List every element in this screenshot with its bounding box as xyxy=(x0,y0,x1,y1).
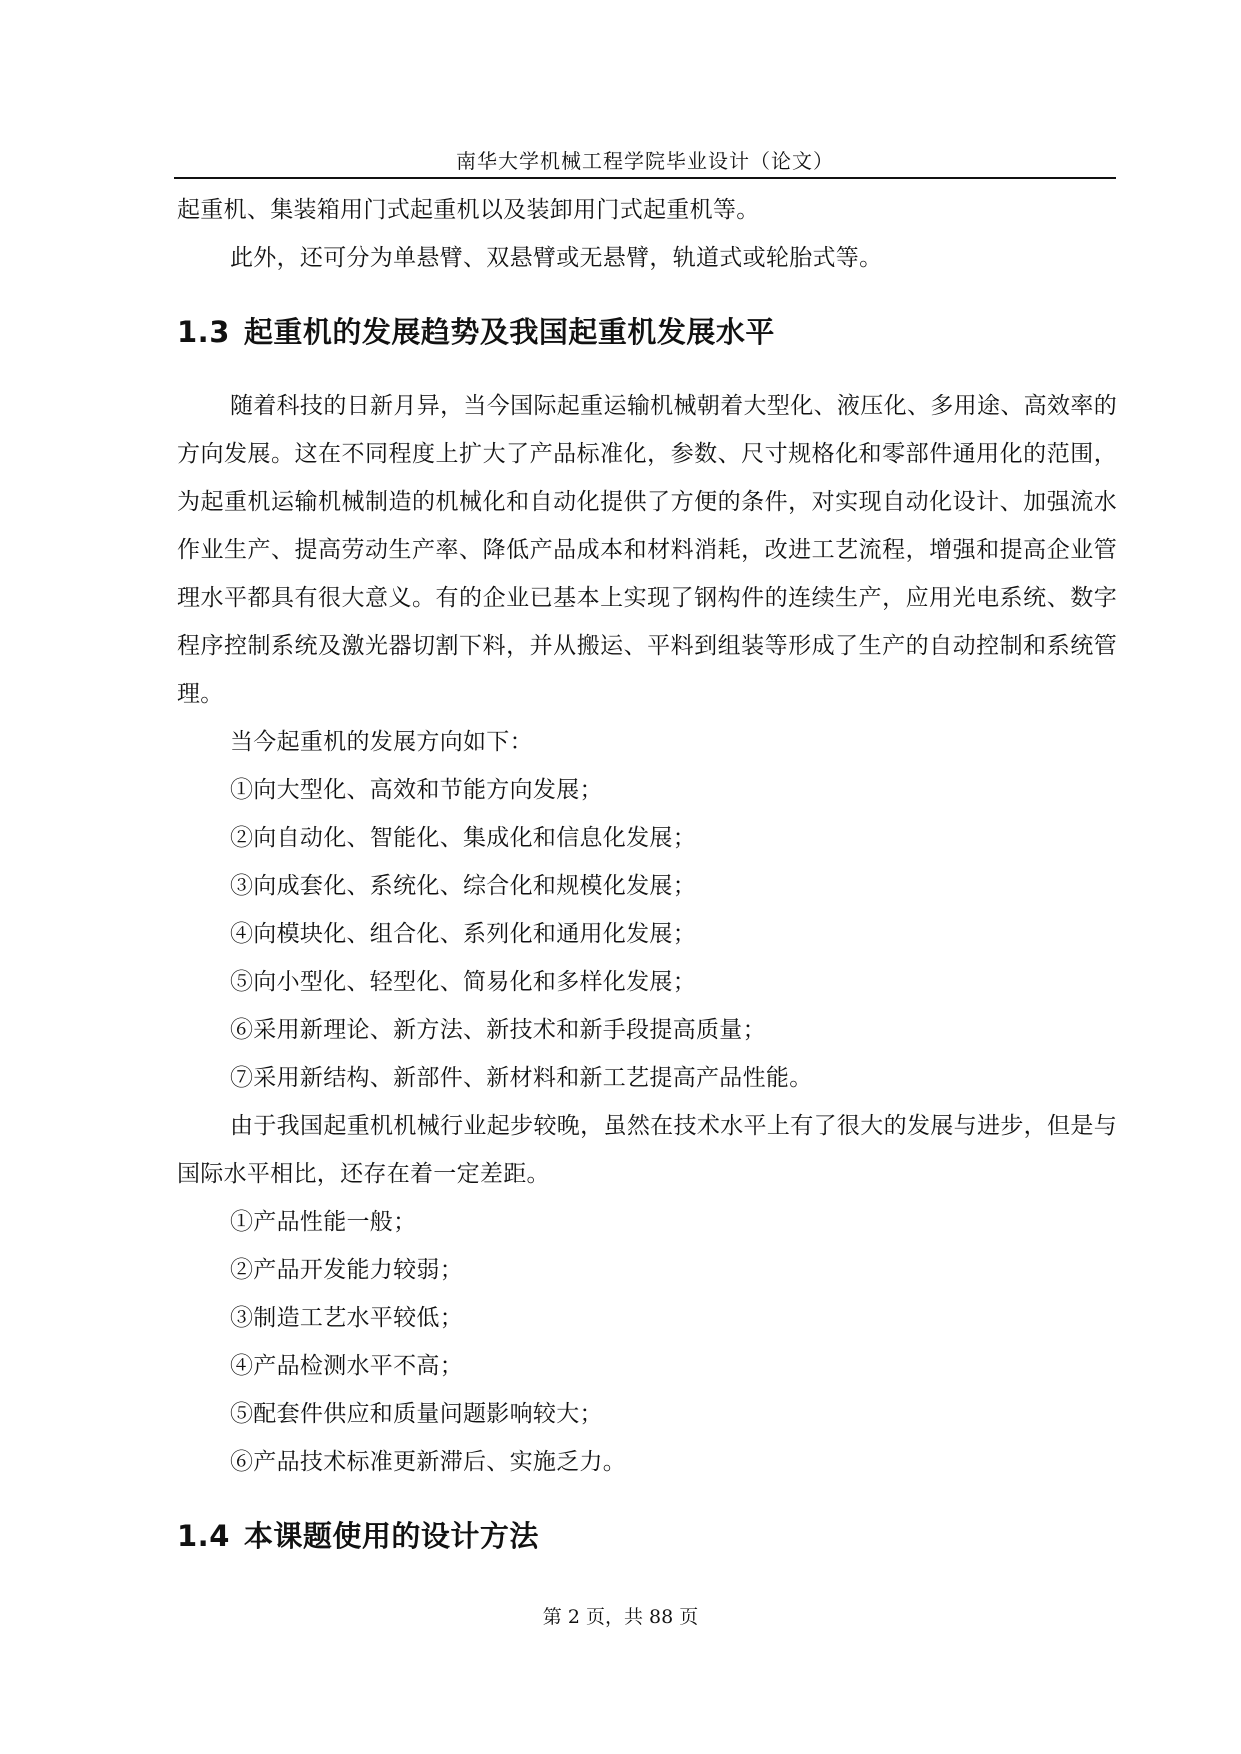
trend-list xyxy=(177,766,1117,1102)
list-item: ⑤向小型化、轻型化、简易化和多样化发展； xyxy=(230,969,696,995)
section-heading-1-3 xyxy=(177,312,1117,352)
list-item: ④向模块化、组合化、系列化和通用化发展； xyxy=(230,921,696,947)
section-title: 起重机的发展趋势及我国起重机发展水平 xyxy=(243,315,775,349)
list-item: ③向成套化、系统化、综合化和规模化发展； xyxy=(230,873,696,899)
paragraph-development: 随着科技的日新月异，当今国际起重运输机械朝着大型化、液压化、多用途、高效率的方向发展。这在不同程度上扩大了产品标准化，参数、尺寸规格化和零部件通用化的范围，为起重机运输机械制造的机械化和自动化提供了方便的条件，对实现自动化设计、加强流水作业生产、提高劳动生产率、降低产品成本和材料消耗，改进工艺流程，增强和提高企业管理水平都具有很大意义。有的企业已基本上实现了钢构件的连续生产，应用光电系统、数字程序控制系统及激光器切割下料，并从搬运、平料到组装等形成了生产的自动控制和系统管理。 xyxy=(177,393,1117,707)
list-item: ⑥采用新理论、新方法、新技术和新手段提高质量； xyxy=(230,1017,766,1043)
section-number: 1.4 xyxy=(177,1519,230,1553)
header-divider xyxy=(174,177,1116,179)
list-item: ⑥产品技术标准更新滞后、实施乏力。 xyxy=(230,1449,627,1475)
list-item: ⑤配套件供应和质量问题影响较大； xyxy=(230,1401,603,1427)
gap-list xyxy=(177,1198,1117,1486)
list-item: ②产品开发能力较弱； xyxy=(230,1257,463,1283)
list-item: ⑦采用新结构、新部件、新材料和新工艺提高产品性能。 xyxy=(230,1065,813,1091)
list-item: ①产品性能一般； xyxy=(230,1209,417,1235)
list-item: ②向自动化、智能化、集成化和信息化发展； xyxy=(230,825,696,851)
page-body xyxy=(177,186,1117,1556)
paragraph-trend-intro: 当今起重机的发展方向如下： xyxy=(230,729,533,755)
page-footer: 第 2 页，共 88 页 xyxy=(542,1606,699,1628)
paragraph-classification: 此外，还可分为单悬臂、双悬臂或无悬臂，轨道式或轮胎式等。 xyxy=(230,245,883,271)
section-number: 1.3 xyxy=(177,315,230,349)
page-header: 南华大学机械工程学院毕业设计（论文） xyxy=(456,149,834,173)
list-item: ④产品检测水平不高； xyxy=(230,1353,463,1379)
list-item: ①向大型化、高效和节能方向发展； xyxy=(230,777,603,803)
continued-paragraph: 起重机、集装箱用门式起重机以及装卸用门式起重机等。 xyxy=(177,197,760,223)
section-heading-1-4 xyxy=(177,1516,1117,1556)
list-item: ③制造工艺水平较低； xyxy=(230,1305,463,1331)
paragraph-gap-intro: 由于我国起重机机械行业起步较晚，虽然在技术水平上有了很大的发展与进步，但是与国际水平相比，还存在着一定差距。 xyxy=(177,1113,1117,1187)
section-title: 本课题使用的设计方法 xyxy=(243,1519,539,1553)
